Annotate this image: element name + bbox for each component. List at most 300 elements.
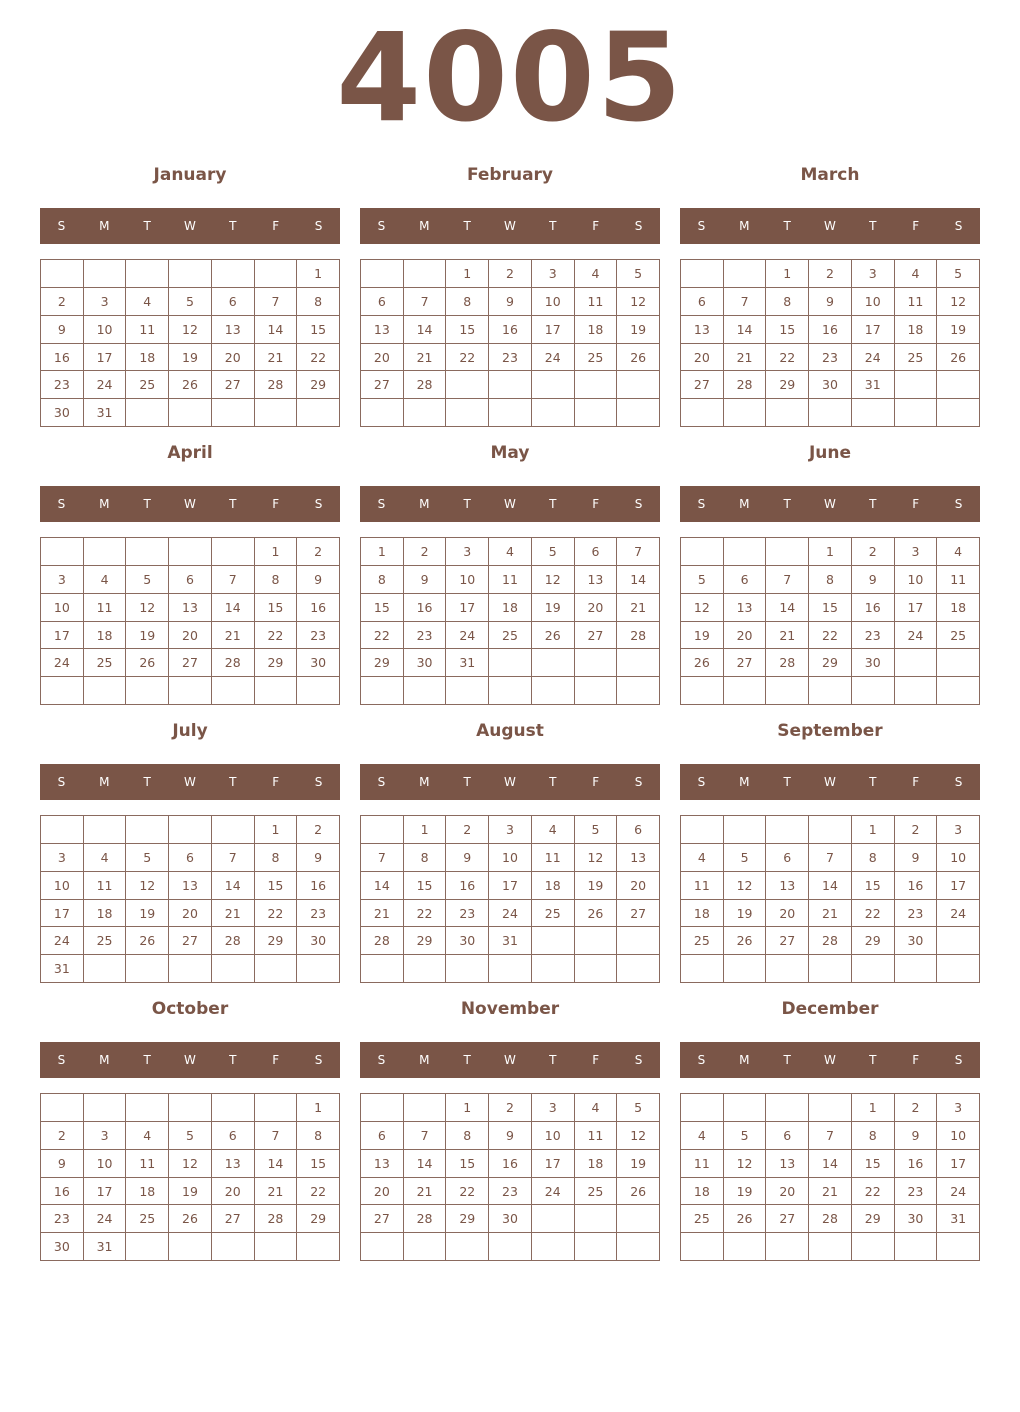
weekday-label: M (419, 219, 430, 233)
day-cell: 9 (895, 1122, 938, 1150)
day-cell: 17 (937, 1150, 980, 1178)
day-cell (84, 538, 127, 566)
day-cell: 25 (126, 1205, 169, 1233)
day-cell: 31 (446, 649, 489, 677)
day-cell: 22 (297, 344, 340, 372)
day-cell: 5 (937, 260, 980, 288)
day-cell: 23 (41, 371, 84, 399)
day-cell: 16 (895, 872, 938, 900)
day-cell (84, 260, 127, 288)
day-cell (212, 955, 255, 983)
day-cell: 17 (489, 872, 532, 900)
day-cell (297, 955, 340, 983)
weekday-label: M (419, 775, 430, 789)
day-cell: 5 (724, 844, 767, 872)
day-cell: 16 (809, 316, 852, 344)
day-cell: 6 (617, 816, 660, 844)
day-cell: 23 (41, 1205, 84, 1233)
day-cell: 9 (41, 1150, 84, 1178)
day-cell: 15 (446, 1150, 489, 1178)
day-cell: 10 (41, 594, 84, 622)
day-cell: 16 (41, 344, 84, 372)
weekday-label: S (954, 497, 963, 511)
day-cell: 29 (404, 927, 447, 955)
day-cell: 24 (532, 344, 575, 372)
day-cell: 29 (297, 371, 340, 399)
day-cell: 18 (489, 594, 532, 622)
day-cell (852, 677, 895, 705)
day-cell (446, 955, 489, 983)
day-cell: 9 (297, 566, 340, 594)
day-cell (41, 816, 84, 844)
day-cell: 28 (255, 371, 298, 399)
day-cell: 19 (724, 1178, 767, 1206)
day-cell: 7 (361, 844, 404, 872)
day-cell: 14 (724, 316, 767, 344)
day-cell: 4 (126, 1122, 169, 1150)
day-cell: 26 (724, 1205, 767, 1233)
day-cell: 19 (937, 316, 980, 344)
day-cell (617, 1233, 660, 1261)
day-cell: 8 (852, 1122, 895, 1150)
day-cell: 5 (126, 844, 169, 872)
day-cell: 12 (617, 288, 660, 316)
month-name: July (172, 721, 208, 741)
day-cell (489, 1233, 532, 1261)
day-cell: 24 (84, 371, 127, 399)
day-cell: 10 (937, 844, 980, 872)
day-cell (361, 677, 404, 705)
day-cell (41, 260, 84, 288)
day-cell: 13 (212, 1150, 255, 1178)
weekday-label: F (272, 775, 280, 789)
day-grid (360, 815, 660, 983)
weekday-label: F (272, 219, 280, 233)
day-cell (937, 1233, 980, 1261)
day-cell (575, 1205, 618, 1233)
day-cell: 18 (126, 1178, 169, 1206)
day-cell: 25 (681, 927, 724, 955)
day-cell (937, 399, 980, 427)
day-cell: 31 (84, 1233, 127, 1261)
weekday-label: T (463, 1053, 471, 1067)
day-cell: 27 (169, 649, 212, 677)
day-cell (575, 677, 618, 705)
weekday-label: W (504, 775, 516, 789)
weekday-header (40, 208, 340, 244)
day-cell: 24 (489, 900, 532, 928)
day-cell: 26 (937, 344, 980, 372)
day-cell: 15 (297, 316, 340, 344)
weekday-label: S (697, 219, 706, 233)
day-cell: 13 (617, 844, 660, 872)
day-cell (84, 955, 127, 983)
day-cell: 20 (361, 1178, 404, 1206)
weekday-label: F (592, 1053, 600, 1067)
weekday-label: S (314, 775, 323, 789)
day-cell: 20 (212, 344, 255, 372)
weekday-label: T (143, 1053, 151, 1067)
day-cell: 15 (297, 1150, 340, 1178)
day-cell (212, 399, 255, 427)
day-cell: 3 (895, 538, 938, 566)
day-cell: 26 (724, 927, 767, 955)
weekday-label: W (824, 497, 836, 511)
weekday-label: T (783, 775, 791, 789)
day-cell: 15 (446, 316, 489, 344)
day-cell: 7 (724, 288, 767, 316)
day-cell: 15 (404, 872, 447, 900)
day-cell: 12 (575, 844, 618, 872)
day-cell: 6 (575, 538, 618, 566)
weekday-label: W (824, 219, 836, 233)
weekday-header (360, 764, 660, 800)
day-cell: 3 (41, 566, 84, 594)
day-cell: 3 (852, 260, 895, 288)
weekday-label: T (869, 1053, 877, 1067)
day-cell: 1 (255, 816, 298, 844)
day-cell: 12 (126, 872, 169, 900)
day-cell: 19 (724, 900, 767, 928)
day-cell: 17 (895, 594, 938, 622)
day-cell (809, 677, 852, 705)
day-grid (40, 537, 340, 705)
day-cell: 23 (852, 622, 895, 650)
day-cell: 3 (84, 1122, 127, 1150)
day-cell: 2 (895, 816, 938, 844)
day-cell (766, 399, 809, 427)
month-name: May (490, 443, 530, 463)
day-cell: 4 (681, 844, 724, 872)
day-cell: 27 (212, 1205, 255, 1233)
month-name: February (466, 165, 554, 185)
day-cell: 9 (404, 566, 447, 594)
weekday-label: W (184, 497, 196, 511)
weekday-label: S (57, 497, 66, 511)
day-cell: 19 (617, 1150, 660, 1178)
day-cell: 6 (212, 1122, 255, 1150)
day-cell: 25 (681, 1205, 724, 1233)
day-cell: 11 (937, 566, 980, 594)
day-cell: 26 (532, 622, 575, 650)
day-cell: 1 (255, 538, 298, 566)
day-cell: 26 (126, 649, 169, 677)
day-cell: 22 (852, 1178, 895, 1206)
day-cell: 9 (895, 844, 938, 872)
weekday-label: M (99, 219, 110, 233)
day-cell (41, 677, 84, 705)
day-cell: 30 (297, 649, 340, 677)
day-cell (169, 677, 212, 705)
day-cell: 9 (489, 288, 532, 316)
weekday-label: S (57, 775, 66, 789)
day-cell: 26 (575, 900, 618, 928)
day-cell: 25 (126, 371, 169, 399)
day-cell (404, 955, 447, 983)
day-cell: 6 (724, 566, 767, 594)
weekday-label: W (504, 1053, 516, 1067)
weekday-label: M (419, 1053, 430, 1067)
day-cell: 5 (575, 816, 618, 844)
day-cell: 10 (489, 844, 532, 872)
day-cell: 17 (852, 316, 895, 344)
month-name: June (808, 443, 852, 463)
weekday-label: T (783, 1053, 791, 1067)
weekday-label: T (549, 1053, 557, 1067)
day-cell (532, 649, 575, 677)
day-cell (809, 816, 852, 844)
day-cell: 20 (766, 1178, 809, 1206)
day-cell: 22 (404, 900, 447, 928)
day-cell (766, 1094, 809, 1122)
day-cell: 1 (446, 1094, 489, 1122)
weekday-label: S (377, 1053, 386, 1067)
weekday-label: M (419, 497, 430, 511)
month-name: March (800, 165, 860, 185)
day-cell: 31 (937, 1205, 980, 1233)
day-cell: 2 (809, 260, 852, 288)
day-cell: 23 (446, 900, 489, 928)
day-cell: 21 (766, 622, 809, 650)
day-cell: 31 (84, 399, 127, 427)
day-cell (489, 399, 532, 427)
day-cell: 6 (212, 288, 255, 316)
day-cell: 25 (532, 900, 575, 928)
weekday-label: F (592, 219, 600, 233)
day-cell: 10 (84, 316, 127, 344)
day-cell: 30 (297, 927, 340, 955)
day-cell: 6 (169, 844, 212, 872)
weekday-label: W (504, 497, 516, 511)
day-cell: 26 (617, 1178, 660, 1206)
day-cell: 27 (724, 649, 767, 677)
day-cell: 4 (575, 260, 618, 288)
day-cell: 27 (575, 622, 618, 650)
weekday-label: F (272, 497, 280, 511)
day-cell: 12 (724, 1150, 767, 1178)
day-cell: 16 (446, 872, 489, 900)
day-cell: 18 (84, 900, 127, 928)
day-cell: 2 (489, 1094, 532, 1122)
day-cell: 20 (212, 1178, 255, 1206)
day-cell: 24 (41, 927, 84, 955)
day-cell: 31 (852, 371, 895, 399)
day-cell (895, 955, 938, 983)
day-cell: 31 (489, 927, 532, 955)
day-cell (809, 1094, 852, 1122)
day-cell (681, 1233, 724, 1261)
day-cell: 14 (809, 1150, 852, 1178)
day-cell (617, 955, 660, 983)
weekday-label: T (783, 219, 791, 233)
day-cell: 26 (126, 927, 169, 955)
day-cell (681, 399, 724, 427)
day-cell: 30 (446, 927, 489, 955)
day-cell (724, 260, 767, 288)
day-cell: 30 (404, 649, 447, 677)
weekday-label: S (377, 219, 386, 233)
day-cell: 29 (255, 927, 298, 955)
weekday-label: S (57, 1053, 66, 1067)
day-cell (575, 1233, 618, 1261)
weekday-label: S (634, 219, 643, 233)
day-cell: 16 (41, 1178, 84, 1206)
day-cell: 19 (575, 872, 618, 900)
day-cell: 24 (41, 649, 84, 677)
day-cell: 4 (575, 1094, 618, 1122)
day-cell: 13 (169, 872, 212, 900)
day-cell: 8 (852, 844, 895, 872)
day-cell: 21 (809, 1178, 852, 1206)
day-cell (681, 260, 724, 288)
weekday-label: T (143, 219, 151, 233)
day-cell: 3 (532, 260, 575, 288)
day-cell: 7 (617, 538, 660, 566)
day-cell: 30 (852, 649, 895, 677)
weekday-label: M (99, 497, 110, 511)
day-cell (809, 955, 852, 983)
day-cell: 6 (681, 288, 724, 316)
day-cell: 6 (361, 288, 404, 316)
day-cell: 17 (41, 900, 84, 928)
day-cell: 18 (681, 900, 724, 928)
day-cell (532, 927, 575, 955)
day-cell (937, 955, 980, 983)
day-cell: 30 (895, 927, 938, 955)
day-cell: 7 (255, 288, 298, 316)
day-cell: 14 (212, 872, 255, 900)
weekday-label: F (272, 1053, 280, 1067)
day-cell: 2 (41, 288, 84, 316)
day-cell: 21 (404, 344, 447, 372)
day-cell (255, 260, 298, 288)
day-cell: 16 (297, 594, 340, 622)
day-cell (575, 399, 618, 427)
day-cell: 18 (126, 344, 169, 372)
weekday-header (40, 764, 340, 800)
day-cell: 10 (895, 566, 938, 594)
day-cell (126, 677, 169, 705)
weekday-label: T (549, 497, 557, 511)
day-cell (404, 1233, 447, 1261)
day-cell (681, 677, 724, 705)
year-title: 4005 (336, 7, 684, 149)
day-cell: 16 (852, 594, 895, 622)
day-cell (212, 1094, 255, 1122)
day-cell: 15 (766, 316, 809, 344)
day-cell: 25 (895, 344, 938, 372)
day-cell: 19 (681, 622, 724, 650)
day-cell: 13 (766, 872, 809, 900)
weekday-label: T (783, 497, 791, 511)
day-cell: 15 (361, 594, 404, 622)
day-cell: 10 (84, 1150, 127, 1178)
day-cell: 11 (84, 594, 127, 622)
day-cell (255, 1233, 298, 1261)
day-cell: 10 (446, 566, 489, 594)
weekday-label: T (143, 497, 151, 511)
day-cell (937, 649, 980, 677)
weekday-label: S (954, 1053, 963, 1067)
day-cell: 9 (297, 844, 340, 872)
weekday-header (40, 1042, 340, 1078)
weekday-label: S (697, 1053, 706, 1067)
day-cell: 16 (297, 872, 340, 900)
day-cell: 4 (84, 844, 127, 872)
weekday-label: W (824, 775, 836, 789)
month-name: November (460, 999, 560, 1019)
day-cell (895, 371, 938, 399)
day-cell: 29 (852, 927, 895, 955)
day-cell: 8 (809, 566, 852, 594)
day-grid (680, 537, 980, 705)
day-cell (895, 1233, 938, 1261)
weekday-header (680, 208, 980, 244)
day-cell (126, 955, 169, 983)
day-cell: 29 (255, 649, 298, 677)
day-cell: 21 (809, 900, 852, 928)
day-cell (126, 816, 169, 844)
weekday-label: S (314, 219, 323, 233)
day-cell: 12 (532, 566, 575, 594)
day-cell: 22 (446, 1178, 489, 1206)
day-cell: 14 (361, 872, 404, 900)
day-cell: 14 (766, 594, 809, 622)
day-cell: 18 (895, 316, 938, 344)
day-cell: 5 (532, 538, 575, 566)
day-cell: 25 (575, 344, 618, 372)
weekday-label: M (739, 219, 750, 233)
day-cell: 3 (84, 288, 127, 316)
day-cell: 26 (681, 649, 724, 677)
day-cell: 30 (41, 1233, 84, 1261)
day-cell: 17 (446, 594, 489, 622)
day-cell: 27 (169, 927, 212, 955)
day-cell (895, 677, 938, 705)
day-cell: 9 (852, 566, 895, 594)
day-cell: 29 (766, 371, 809, 399)
day-cell: 8 (766, 288, 809, 316)
day-cell: 1 (297, 260, 340, 288)
day-cell: 13 (361, 316, 404, 344)
day-cell: 8 (255, 844, 298, 872)
day-cell: 20 (724, 622, 767, 650)
day-cell: 23 (895, 1178, 938, 1206)
day-cell (255, 677, 298, 705)
day-cell: 18 (681, 1178, 724, 1206)
day-cell: 9 (489, 1122, 532, 1150)
weekday-label: T (869, 775, 877, 789)
day-cell: 29 (446, 1205, 489, 1233)
weekday-label: T (229, 1053, 237, 1067)
day-cell (617, 371, 660, 399)
weekday-label: T (549, 775, 557, 789)
day-cell (404, 399, 447, 427)
day-cell (937, 677, 980, 705)
day-cell: 2 (852, 538, 895, 566)
day-cell: 21 (361, 900, 404, 928)
day-cell: 11 (575, 288, 618, 316)
day-cell (532, 677, 575, 705)
day-cell: 8 (361, 566, 404, 594)
day-cell: 1 (446, 260, 489, 288)
day-cell (169, 538, 212, 566)
weekday-label: T (229, 775, 237, 789)
day-cell (681, 816, 724, 844)
day-cell: 5 (724, 1122, 767, 1150)
day-cell: 12 (724, 872, 767, 900)
day-cell (212, 1233, 255, 1261)
